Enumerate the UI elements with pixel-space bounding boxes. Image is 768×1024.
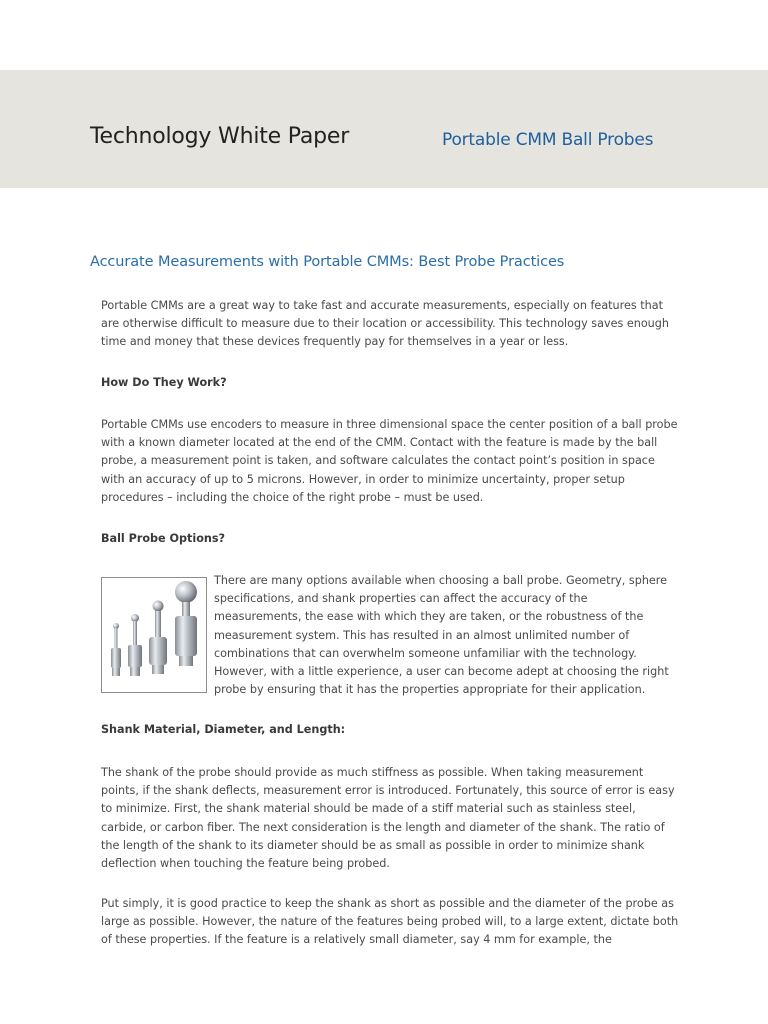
simple-paragraph: Put simply, it is good practice to keep the shank as short as possible and the diameter of the probe as large as possible. However, the nature of the features being probed will, to a large extent, dictate both of these properties. If the feature is a relatively small diameter, say 4 mm for example, the (101, 897, 679, 947)
probe-medium (128, 614, 142, 676)
shank-heading: Shank Material, Diameter, and Length: (101, 723, 346, 736)
document-subtitle: Portable CMM Ball Probes (442, 130, 654, 150)
intro-paragraph: Portable CMMs are a great way to take fast and accurate measurements, especially on features that are otherwise difficult to measure due to their location or accessibility. This technology saves enough time and money that these devices frequently pay for themselves in a year or less. (101, 299, 669, 349)
options-paragraph: There are many options available when choosing a ball probe. Geometry, sphere specifications, and shank properties can affect the accuracy of the measurements, the ease with which they are taken, or the robustness of the measurement system. This has resulted in an almost unlimited number of combinations that can overwhelm someone unfamiliar with the technology. However, with a little experience, a user can become adept at choosing the right probe by ensuring that it has the properties appropriate for their application. (214, 574, 669, 697)
section-heading: Accurate Measurements with Portable CMMs: Best Probe Practices (90, 254, 565, 270)
shank-paragraph: The shank of the probe should provide as much stiffness as possible. When taking measurement points, if the shank deflects, measurement error is introduced. Fortunately, this source of error is easy to minimize. First, the shank material should be made of a stiff material such as stainless steel, carbide, or carbon fiber. The next consideration is the length and diameter of the shank. The ratio of the length of the shank to its diameter should be as small as possible in order to minimize shank deflection when touching the feature being probed. (101, 766, 675, 871)
probe-small (111, 623, 121, 676)
how-paragraph: Portable CMMs use encoders to measure in three dimensional space the center position of a ball probe with a known diameter located at the end of the CMM. Contact with the feature is made by the ball probe, a measurement point is taken, and software calculates the contact point’s position in space with an accuracy of up to 5 microns. However, in order to minimize uncertainty, proper setup procedures – including the choice of the right probe – must be used. (101, 418, 678, 504)
options-heading: Ball Probe Options? (101, 532, 226, 545)
probe-large (149, 601, 167, 675)
how-heading: How Do They Work? (101, 376, 227, 389)
probe-xlarge (175, 581, 197, 666)
ball-probes-illustration (102, 578, 206, 692)
document-title: Technology White Paper (90, 124, 350, 149)
ball-probes-image (101, 577, 207, 693)
